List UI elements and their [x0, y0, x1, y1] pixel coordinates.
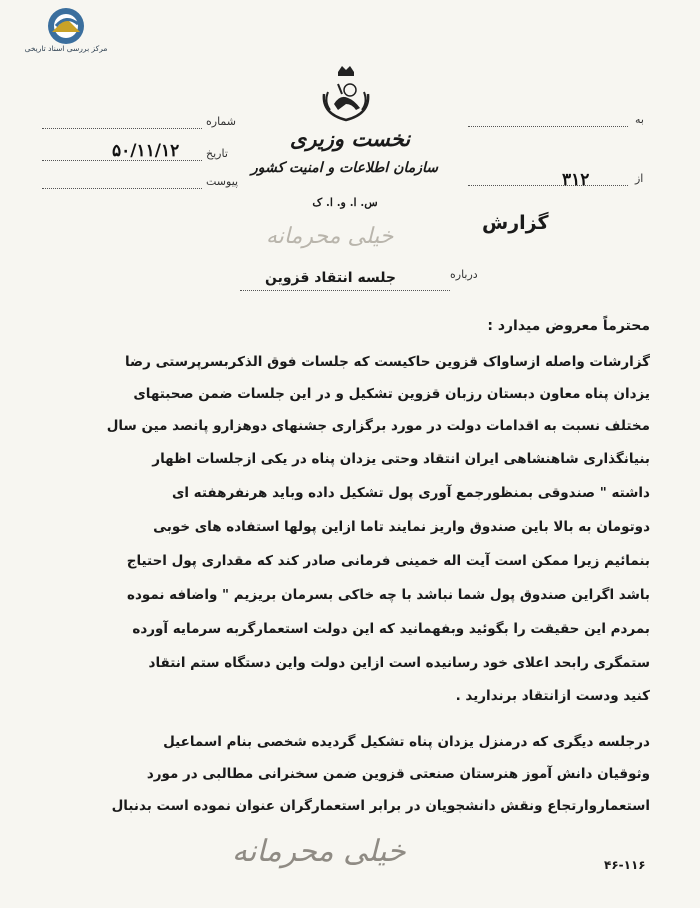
body-line: درجلسه دیگری که درمنزل یزدان پناه تشکیل گردیده شخصی بنام اسماعیل [163, 734, 650, 750]
body-line: بمردم این حقیقت را بگوئید وبفهمانید که این دولت استعمارگربه سرمایه آورده [132, 621, 650, 637]
body-line: دوتومان به بالا باین صندوق واریز نمایند تاما ازاین پولها استفاده های خوبی [153, 519, 650, 535]
from-label: از [635, 172, 644, 185]
subject-value: جلسه انتقاد قزوین [265, 270, 397, 286]
greeting: محترماً معروض میدارد : [487, 318, 650, 334]
archive-logo-caption: مرکز بررسی اسناد تاریخی [24, 44, 108, 53]
body-line: داشته " صندوقی بمنظورجمع آوری پول تشکیل داده وباید هرنفرهفته ای [171, 485, 650, 501]
body-line: کنید ودست ازانتقاد برندارید . [455, 688, 650, 704]
subject-line [240, 290, 450, 291]
subject-label: درباره [450, 268, 478, 281]
report-title: گزارش [482, 212, 549, 234]
date-value: ۵۰/۱۱/۱۲ [112, 141, 180, 161]
bottom-classification-stamp: خیلی محرمانه [232, 834, 406, 869]
date-label: تاریخ [206, 147, 228, 160]
body-line: باشد اگراین صندوق پول شما نباشد با چه خاکی بسرمان بریزیم " واضافه نموده [127, 587, 650, 603]
archive-logo-icon [36, 6, 96, 46]
body-line: بنمائیم زیرا ممکن است آیت اله خمینی فرمانی صادر کند که مقداری پول احتیاج [126, 553, 650, 569]
letterhead-title: نخست وزیری [289, 126, 411, 151]
body-line: وثوقیان دانش آموز هنرستان صنعتی قزوین ضمن سخنرانی مطالبی در مورد [146, 766, 650, 782]
from-line [468, 185, 628, 186]
archive-logo [10, 6, 120, 60]
from-number: ۳۱۲ [562, 170, 590, 190]
to-line [468, 126, 628, 127]
body-line: بنیانگذاری شاهنشاهی ایران انتقاد وحتی یزدان پناه در یکی ازجلسات اظهار [152, 451, 650, 467]
number-line [42, 128, 202, 129]
body-line: گزارشات واصله ازساواک قزوین حاکیست که جلسات فوق الذکربسرپرستی رضا [124, 354, 650, 370]
letterhead-code: س. ا. و. ا. ک [312, 196, 378, 209]
body-line: مختلف نسبت به اقدامات دولت در مورد برگزاری جشنهای دوهزارو پانصد مین سال [106, 418, 650, 434]
to-label: به [635, 113, 644, 126]
body-line: استعماروارتجاع ونقش دانشجویان در برابر استعمارگران عنوان نموده است بدنبال [111, 798, 650, 814]
footer-code: ۴۶-۱۱۶ [604, 858, 646, 872]
body-line: ستمگری رابحد اعلای خود رسانیده است ازاین دولت واین دستگاه ستم انتقاد [148, 655, 650, 671]
number-label: شماره [206, 115, 237, 128]
lion-and-sun-emblem-icon [318, 64, 374, 124]
attachment-label: پیوست [206, 175, 239, 188]
letterhead-subtitle: سازمان اطلاعات و امنیت کشور [251, 160, 438, 176]
top-classification-stamp: خیلی محرمانه [266, 224, 394, 249]
attachment-line [42, 188, 202, 189]
body-line: یزدان پناه معاون دبستان رزبان قزوین تشکیل و در این جلسات ضمن صحبتهای [133, 386, 650, 402]
